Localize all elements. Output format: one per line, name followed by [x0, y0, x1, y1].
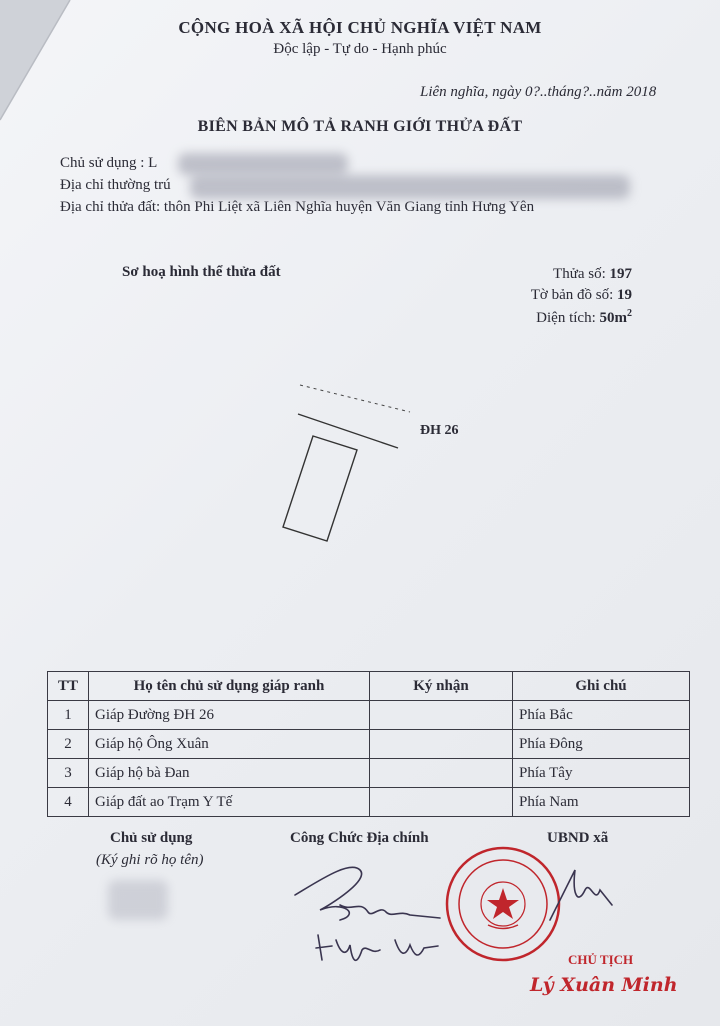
col-note: Ghi chú	[513, 672, 690, 701]
area-value: $50m^2$	[599, 308, 632, 326]
col-tt: TT	[48, 672, 89, 701]
road-label: ĐH 26	[420, 423, 459, 438]
date-line: Liên nghĩa, ngày 0?..tháng?..năm 2018	[420, 84, 657, 100]
table-row: 3 Giáp hộ bà Đan Phía Tây	[48, 759, 690, 788]
area-label: Diện tích:	[536, 310, 596, 326]
sketch-title: Sơ hoạ hình thể thửa đất	[122, 264, 281, 280]
official-signature	[295, 867, 440, 960]
table-row: 4 Giáp đất ao Trạm Y Tế Phía Nam	[48, 788, 690, 817]
official-seal	[447, 848, 559, 960]
col-name: Họ tên chủ sử dụng giáp ranh	[89, 672, 370, 701]
table-row: 2 Giáp hộ Ông Xuân Phía Đông	[48, 730, 690, 759]
owner-name-line: Chủ sử dụng : L	[60, 155, 158, 171]
national-title: CỘNG HOÀ XÃ HỘI CHỦ NGHĨA VIỆT NAM	[178, 18, 542, 37]
parcel-address-line: Địa chỉ thửa đất: thôn Phi Liệt xã Liên Nghĩa huyện Văn Giang tỉnh Hưng Yên	[60, 199, 535, 215]
map-sheet-value: 19	[617, 287, 632, 303]
chair-name: Lý Xuân Minh	[530, 974, 678, 996]
chair-role: CHỦ TỊCH	[568, 952, 634, 967]
owner-signature-instruction: (Ký ghi rõ họ tên)	[96, 852, 204, 868]
col-sign: Ký nhận	[370, 672, 513, 701]
document-title: BIÊN BẢN MÔ TẢ RANH GIỚI THỬA ĐẤT	[197, 118, 523, 135]
table-row: 1 Giáp Đường ĐH 26 Phía Bắc	[48, 701, 690, 730]
national-motto: Độc lập - Tự do - Hạnh phúc	[273, 41, 447, 57]
plot-number-label: Thửa số:	[553, 266, 606, 282]
committee-signature-title: UBND xã	[547, 830, 609, 846]
official-signature-title: Công Chức Địa chính	[290, 830, 429, 846]
owner-address-line: Địa chỉ thường trú	[60, 177, 171, 193]
map-sheet-label: Tờ bản đồ số:	[530, 287, 614, 303]
plot-number-value: 197	[609, 266, 632, 282]
owner-signature-title: Chủ sử dụng	[110, 830, 193, 846]
